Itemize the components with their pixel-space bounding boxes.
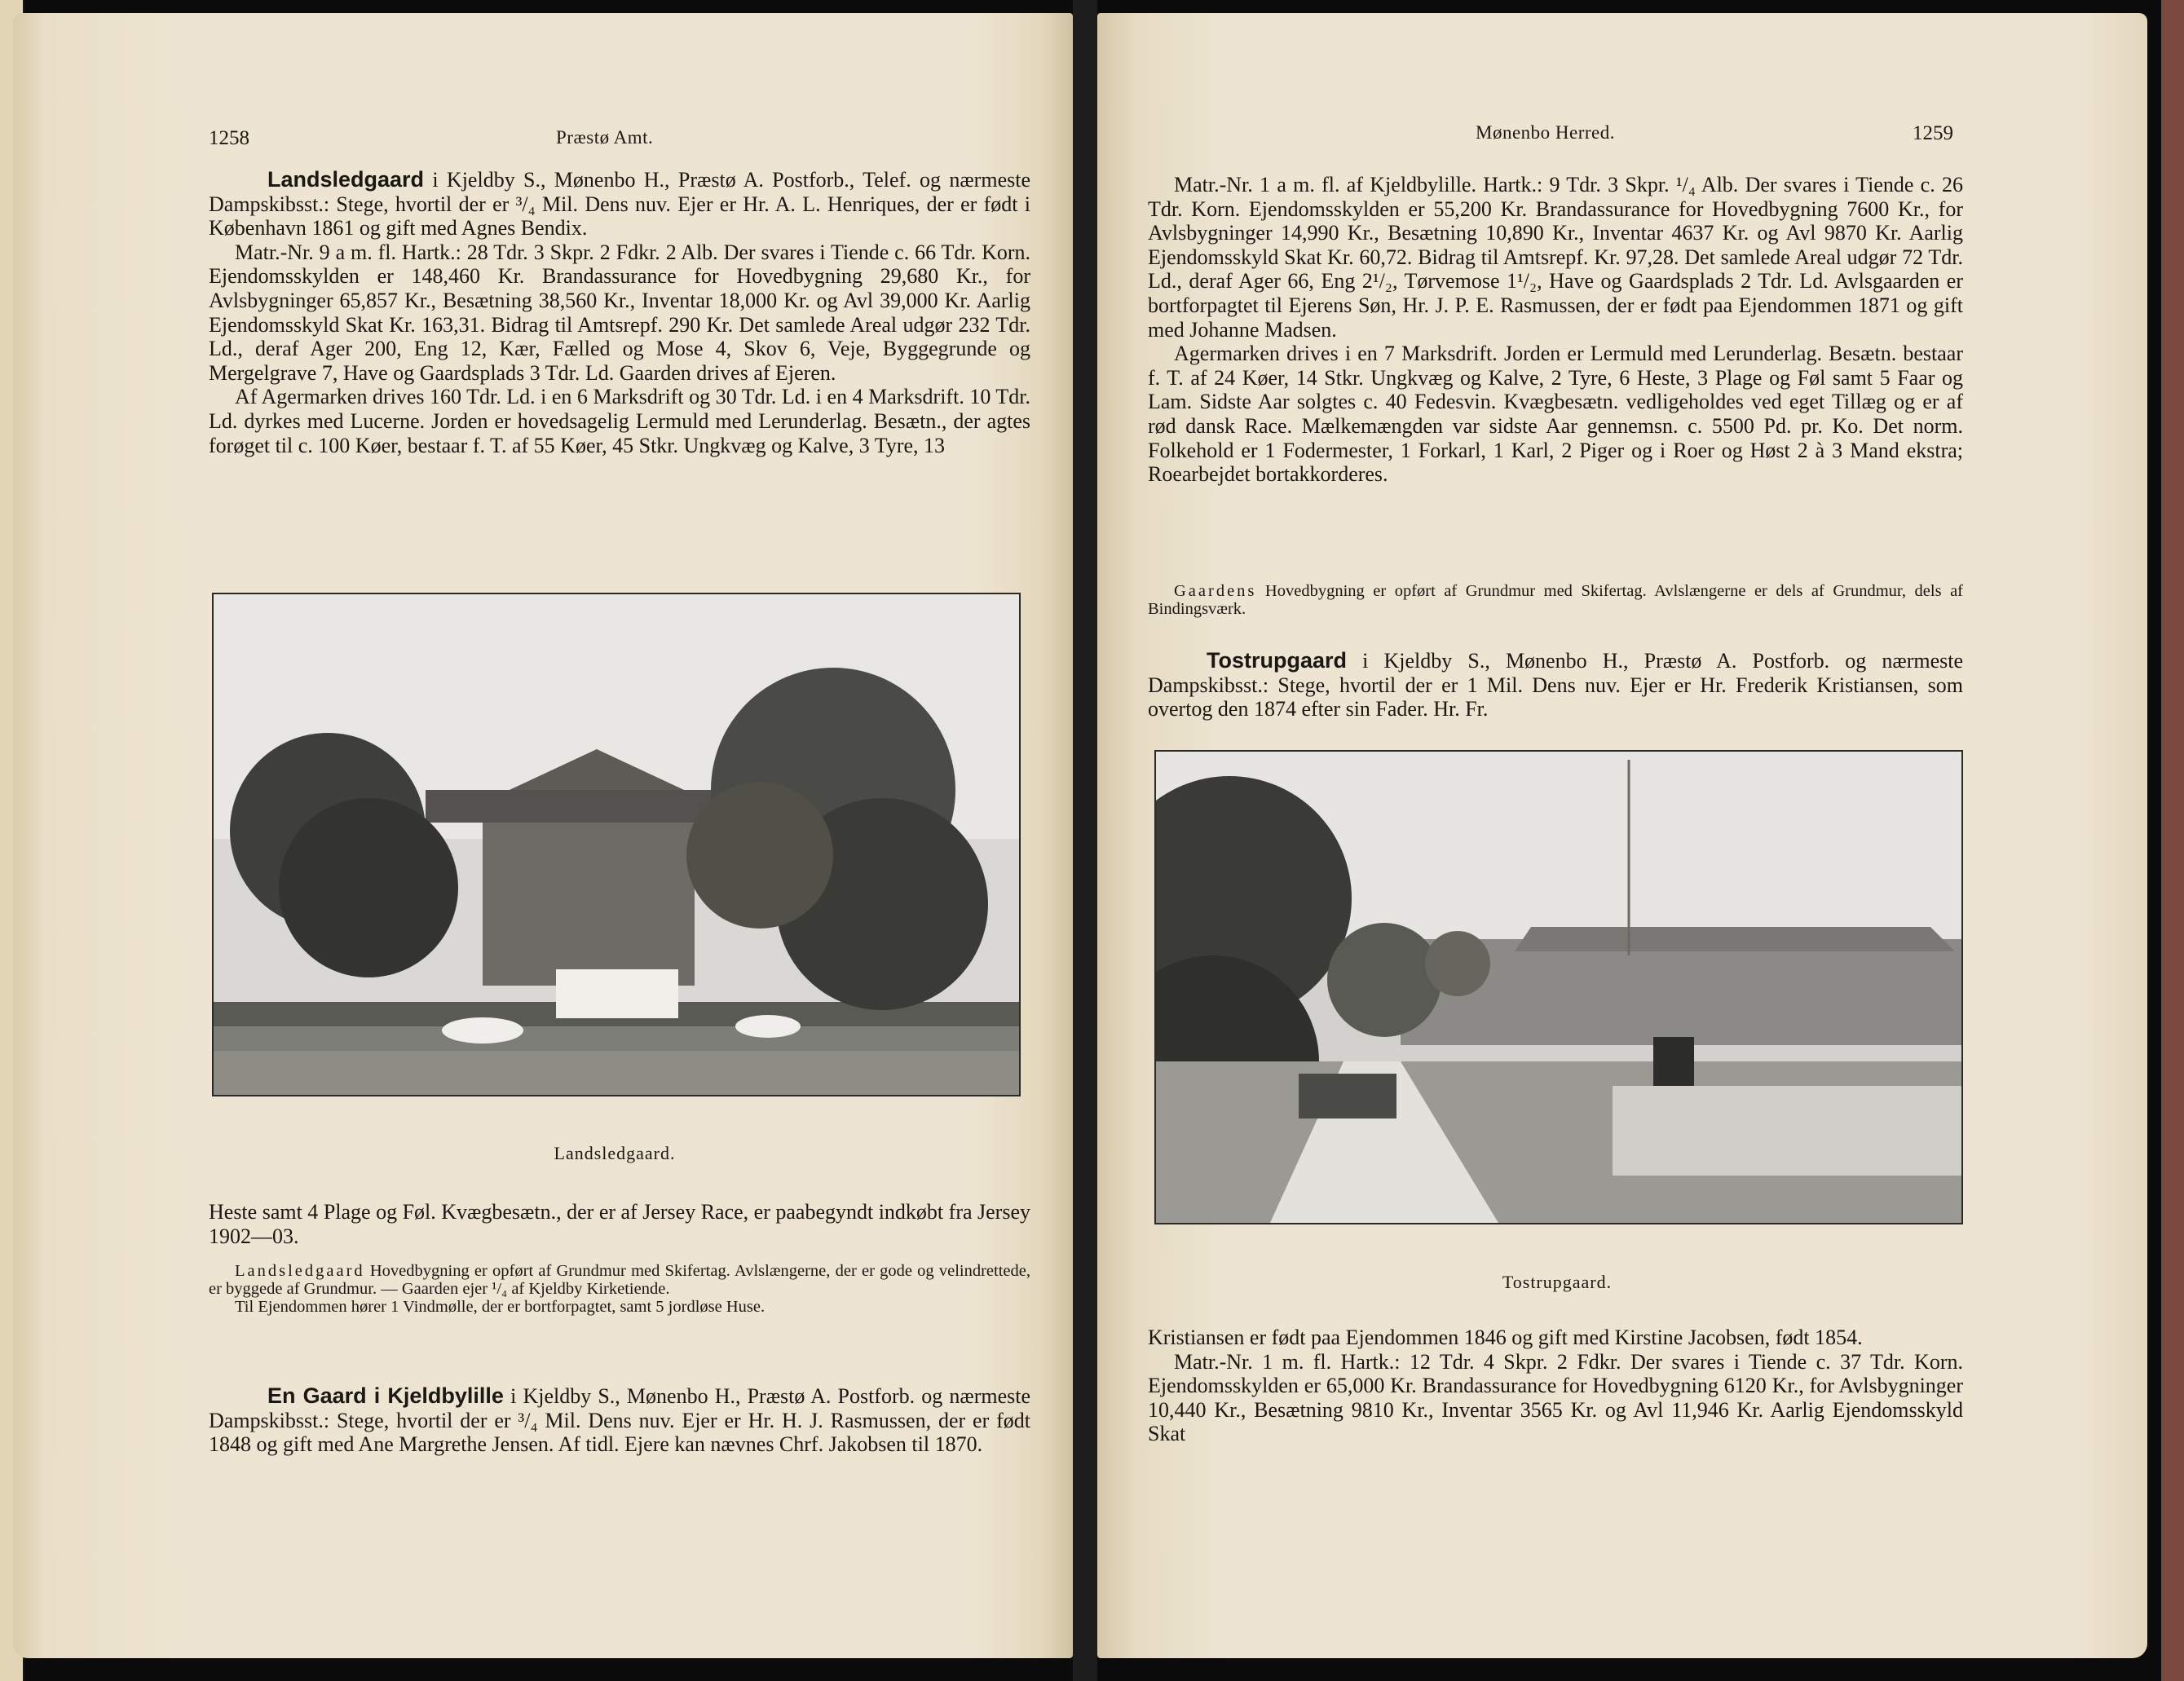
entry-title-kjeldbylille: En Gaard i Kjeldbylille [267,1383,504,1408]
landsledgaard-heste-paragraph: Heste samt 4 Plage og Føl. Kvægbesætn., der er af Jersey Race, er paabegyndt indkøbt fra Jersey 1902—03. [209,1200,1030,1248]
running-head-right: Mønenbo Herred. [1476,122,1616,143]
kjeldbylille-agermark-paragraph: Agermarken drives i en 7 Marksdrift. Jorden er Lermuld med Lerunderlag. Besætn. bestaar f. T. af 24 Køer, 14 Stkr. Ungkvæg og Kalve, 2 Tyre, 6 Heste, 3 Plage og Føl samt 5 Faar og Lam. Sidste Aar solgtes c. 40 Fedesvin. Kvægbesætn. vedligeholdes ved eget Tillæg og er af rød dansk Race. Mælkemængden var sidste Aar gennemsn. c. 5500 Pd. pr. Ko. Det norm. Folkehold er 1 Fodermester, 1 Forkarl, 1 Karl, 2 Piger og i Roer og Høst 2 à 3 Mand ekstra; Roearbejdet bortakkorderes. [1148,342,1963,487]
left-page [13,13,1073,1658]
right-page [1097,13,2147,1658]
running-head-left: Præstø Amt. [556,127,654,148]
landsledgaard-text-bottom [209,1200,1030,1248]
kjeldbylille-building-note: Gaardens Hovedbygning er opført af Grundmur med Skifertag. Avlslængerne er dels af Grundmur, dels af Bindingsværk. [1148,582,1963,618]
entry-title-landsledgaard: Landsledgaard [267,167,425,192]
kjeldbylille-text-continued [1148,173,1963,487]
tostrupgaard-matr-paragraph: Matr.-Nr. 1 m. fl. Hartk.: 12 Tdr. 4 Skpr. 2 Fdkr. Der svares i Tiende c. 37 Tdr. Korn. Ejendomsskylden er 65,000 Kr. Brandassurance for Hovedbygning 6120 Kr., for Avlsbygninger 10,440 Kr., Besætning 9810 Kr., Inventar 3565 Kr. og Avl 11,946 Kr. Aarlig Ejendomsskyld Skat [1148,1349,1963,1446]
photo-tostrupgaard [1154,750,1963,1224]
kjeldbylille-matr-paragraph: Matr.-Nr. 1 a m. fl. af Kjeldbylille. Hartk.: 9 Tdr. 3 Skpr. ¹/₄ Alb. Der svares i Tiende c. 26 Tdr. Korn. Ejendomsskylden er 55,200 Kr. Brandassurance for Hovedbygning 7600 Kr., for Avlsbygninger 14,990 Kr., Besætning 10,890 Kr., Inventar 4637 Kr. og Avl 9870 Kr. Aarlig Ejendomsskyld Skat Kr. 60,72. Bidrag til Amtsrepf. Kr. 97,28. Det samlede Areal udgør 72 Tdr. Ld., deraf Ager 66, Eng 2¹/₂, Tørvemose 1¹/₂, Have og Gaardsplads 2 Tdr. Ld. Avlsgaarden er bortforpagtet til Ejerens Søn, Hr. J. P. E. Rasmussen, der er født paa Ejendommen 1871 og gift med Johanne Madsen. [1148,173,1963,342]
kjeldbylille-intro-paragraph: En Gaard i Kjeldbylille i Kjeldby S., Mønenbo H., Præstø A. Postforb. og nærmeste Dampskibsst.: Stege, hvortil der er ³/₄ Mil. Dens nuv. Ejer er Hr. H. J. Rasmussen, der er født 1848 og gift med Ane Margrethe Jensen. Af tidl. Ejere kan nævnes Chrf. Jakobsen til 1870. [209,1383,1030,1457]
page-number-left: 1258 [209,127,249,149]
photo-caption-landsledgaard: Landsledgaard. [554,1143,676,1163]
entry-title-tostrupgaard: Tostrupgaard [1207,648,1348,673]
kjeldbylille-text [209,1384,1030,1457]
tostrupgaard-intro-paragraph: Tostrupgaard i Kjeldby S., Mønenbo H., Præstø A. Postforb. og nærmeste Dampskibsst.: Stege, hvortil der er 1 Mil. Dens nuv. Ejer er Hr. Frederik Kristiansen, som overtog den 1874 efter sin Fader. Hr. Fr. [1148,648,1963,721]
page-number-right: 1259 [1913,122,1953,144]
landsledgaard-text-top [209,168,1030,457]
book-edge-right [2161,0,2184,1681]
landsledgaard-building-note: Landsledgaard Hovedbygning er opført af Grundmur med Skifertag. Avlslængerne, der er gode og velindrettede, er byggede af Grundmur. — Gaarden ejer ¹/₄ af Kjeldby Kirketiende. [209,1262,1030,1298]
landsledgaard-vindmolle-note: Til Ejendommen hører 1 Vindmølle, der er bortforpagtet, samt 5 jordløse Huse. [235,1298,766,1316]
book-gutter [1073,0,1097,1681]
tostrupgaard-kristiansen-paragraph: Kristiansen er født paa Ejendommen 1846 og gift med Kirstine Jacobsen, født 1854. [1148,1326,1863,1349]
photo-landsledgaard [212,593,1021,1096]
kjeldbylille-small-note [1148,582,1963,618]
landsledgaard-matr-paragraph: Matr.-Nr. 9 a m. fl. Hartk.: 28 Tdr. 3 Skpr. 2 Fdkr. 2 Alb. Der svares i Tiende c. 66 Tdr. Korn. Ejendomsskylden er 148,460 Kr. Brandassurance for Hovedbygning 29,680 Kr., for Avlsbygninger 65,857 Kr., Besætning 38,560 Kr., Inventar 18,000 Kr. og Avl 39,000 Kr. Aarlig Ejendomsskyld Skat Kr. 163,31. Bidrag til Amtsrepf. 290 Kr. Det samlede Areal udgør 232 Tdr. Ld., deraf Ager 200, Eng 12, Kær, Fælled og Mose 4, Skov 6, Veje, Byggegrunde og Mergelgrave 7, Have og Gaardsplads 3 Tdr. Ld. Gaarden drives af Ejeren. [209,240,1030,385]
landsledgaard-small-notes [209,1262,1030,1316]
tostrupgaard-text-top [1148,649,1963,721]
landsledgaard-agermark-paragraph: Af Agermarken drives 160 Tdr. Ld. i en 6 Marksdrift og 30 Tdr. Ld. i en 4 Marksdrift. 10 Tdr. Ld. dyrkes med Lucerne. Jorden er hovedsagelig Lermuld med Lerunderlag. Besætn., der agtes forøget til c. 100 Køer, bestaar f. T. af 55 Køer, 45 Stkr. Ungkvæg og Kalve, 3 Tyre, 13 [209,385,1030,457]
landsledgaard-intro-paragraph: Landsledgaard i Kjeldby S., Mønenbo H., Præstø A. Postforb., Telef. og nærmeste Dampskibsst.: Stege, hvortil der er ³/₄ Mil. Dens nuv. Ejer er Hr. A. L. Henriques, der er født i København 1861 og gift med Agnes Bendix. [209,167,1030,240]
tostrupgaard-text-bottom [1148,1326,1963,1446]
photo-caption-tostrupgaard: Tostrupgaard. [1502,1272,1613,1292]
